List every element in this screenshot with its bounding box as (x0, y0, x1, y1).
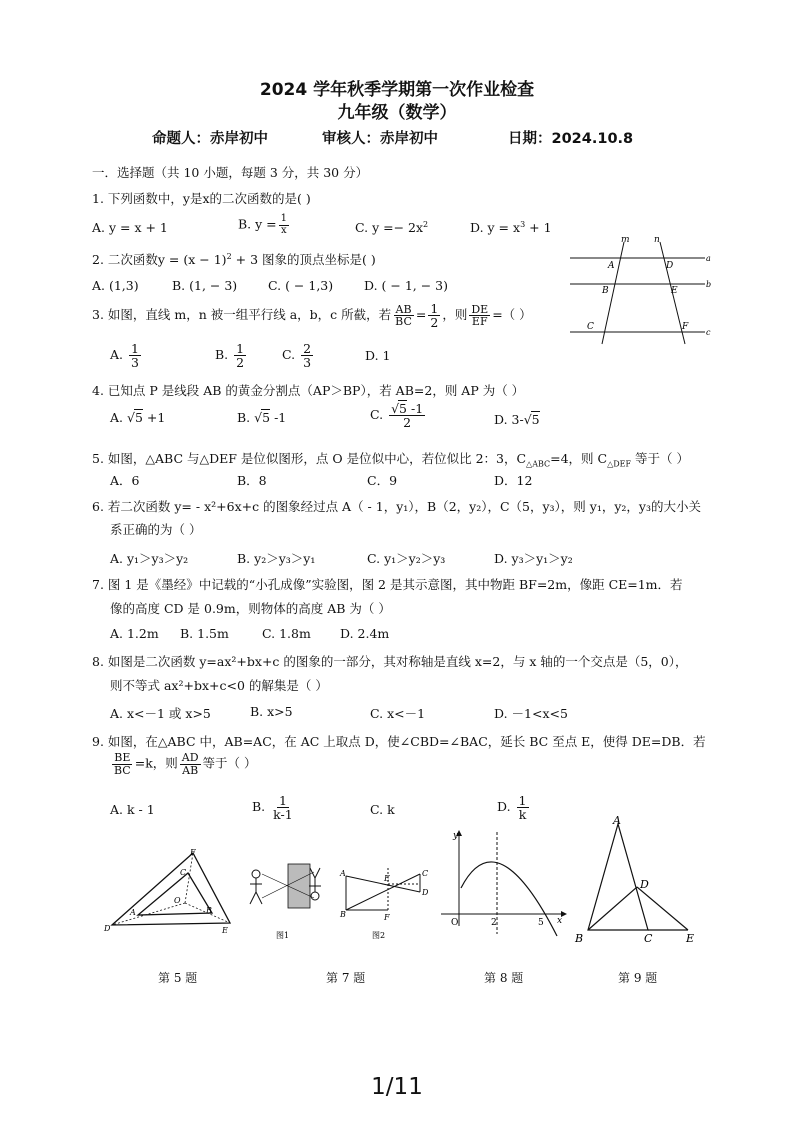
label-B: B (602, 286, 609, 296)
q5-stem: 5. 如图，△ABC 与△DEF 是位似图形，点 O 是位似中心，若位似比 2：3，$C_{\triangle ABC}=4$，则 $C_{\triangle DEF}$ 等于（ ） (92, 451, 690, 469)
q9-option-b: B. $\frac{1}{k-1}$ (252, 793, 293, 823)
q7-fig2-drawing (346, 868, 420, 910)
q8-label-y: y (453, 831, 459, 841)
q7-label-B: B (340, 910, 346, 919)
q6-line-2: 系正确的为（ ） (110, 522, 202, 537)
q7-option-c: C. 1.8m (262, 626, 311, 641)
q4-option-c: C. $\frac{√5 -1}{2}$ (370, 401, 424, 431)
q5-label-C: C (180, 868, 187, 877)
page-number: 1/11 (371, 1074, 423, 1100)
q7-label-D: D (422, 888, 429, 897)
q7-fig1-drawing (250, 864, 321, 908)
q9-line-1: 9. 如图，在△ABC 中，AB=AC，在 AC 上取点 D，使∠CBD=∠BAC，延长 BC 至点 E，使得 DE=DB．若 (92, 734, 706, 749)
q5-label-F: F (190, 848, 196, 857)
q3-option-c: C. $\frac{2}{3}$ (282, 341, 312, 371)
label-c: c (706, 328, 711, 337)
q7-line-2: 像的高度 CD 是 0.9m，则物体的高度 AB 为（ ） (110, 601, 391, 616)
q2-option-b: B. (1, − 3) (172, 278, 238, 293)
q8-option-b: B. x>5 (250, 704, 293, 719)
q9-label-B: B (575, 932, 584, 945)
q7-label-C: C (422, 869, 429, 878)
q5-label-B: B (206, 906, 212, 915)
q7-option-b: B. 1.5m (180, 626, 229, 641)
q5-label-A: A (130, 908, 136, 917)
caption-q9: 第 9 题 (618, 971, 658, 985)
label-D: D (666, 261, 674, 271)
q4-stem: 4. 已知点 P 是线段 AB 的黄金分割点（AP＞BP），若 AB=2，则 AP 为（ ） (92, 383, 525, 398)
q6-option-b: B. y₂＞y₃＞y₁ (237, 551, 316, 566)
q1-stem: 1. 下列函数中，y是x的二次函数的是( ) (92, 191, 311, 206)
q7-option-d: D. 2.4m (340, 626, 390, 641)
q9-option-a: A. k - 1 (110, 802, 155, 817)
q8-option-d: D. －1<x<5 (494, 706, 568, 721)
section-heading: 一．选择题（共 10 小题，每题 3 分，共 30 分） (92, 165, 369, 180)
label-m: m (621, 235, 630, 245)
label-n: n (654, 235, 660, 245)
q6-option-c: C. y₁＞y₂＞y₃ (367, 551, 446, 566)
q6-line-1: 6. 若二次函数 y= - x²+6x+c 的图象经过点 A（ - 1，y₁），B（2，y₂），C（5，y₃），则 y₁，y₂，y₃的大小关 (92, 499, 702, 514)
q7-label-E: E (384, 874, 390, 883)
q9-label-A: A (613, 814, 621, 827)
q5-option-d: D．12 (494, 473, 533, 488)
q9-label-C: C (644, 932, 653, 945)
q9-option-c: C. k (370, 802, 395, 817)
q7-line-1: 7. 图 1 是《墨经》中记载的“小孔成像”实验图，图 2 是其示意图，其中物距 BF=2m，像距 CE=1m．若 (92, 577, 683, 592)
q7-fig2-label: 图2 (372, 931, 386, 940)
q5-option-c: C．9 (367, 473, 398, 488)
q5-label-O: O (174, 896, 181, 905)
author: 命题人：赤岸初中 (152, 131, 268, 147)
q6-option-a: A. y₁＞y₃＞y₂ (110, 551, 189, 566)
q3-option-a: A. $\frac{1}{3}$ (110, 341, 139, 371)
label-E: E (671, 286, 678, 296)
q8-line-2: 则不等式 ax²+bx+c<0 的解集是（ ） (110, 678, 328, 693)
q7-fig1-label: 图1 (276, 931, 290, 940)
q4-option-b: B. √5 -1 (237, 410, 287, 425)
q8-figure (437, 826, 577, 938)
q8-option-a: A. x<－1 或 x>5 (110, 706, 211, 721)
q7-label-A: A (340, 869, 346, 878)
title-line-1: 2024 学年秋季学期第一次作业检查 (259, 80, 535, 100)
q5-option-a: A．6 (110, 473, 140, 488)
q2-option-d: D. ( − 1, − 3) (364, 278, 448, 293)
q6-option-d: D. y₃＞y₁＞y₂ (494, 551, 573, 566)
q7-label-F: F (384, 913, 390, 922)
q5-label-E: E (222, 926, 228, 935)
label-a: a (706, 254, 711, 263)
q7-option-a: A. 1.2m (110, 626, 159, 641)
q9-option-d: D. $\frac{1}{k}$ (497, 793, 527, 823)
q2-option-c: C. ( − 1,3) (268, 278, 334, 293)
q9-line-2: $\frac{BE}{BC}$ =k，则 $\frac{AD}{AB}$ 等于（ ） (114, 751, 257, 777)
label-C: C (587, 322, 594, 332)
q7-figure (242, 858, 432, 940)
q1-option-a: A. y = x + 1 (92, 220, 168, 235)
q4-option-a: A. √5 +1 (110, 410, 166, 425)
caption-q7: 第 7 题 (326, 971, 366, 985)
q2-option-a: A. (1,3) (92, 278, 139, 293)
q3-stem: 3. 如图，直线 m，n 被一组平行线 a，b，c 所截，若 $\frac{AB}{BC}$ = $\frac{1}{2}$ ，则 $\frac{DE}{EF}$ =（ ） (92, 301, 532, 331)
q5-figure (100, 845, 240, 940)
q8-label-O: O (451, 918, 459, 928)
q4-option-d: D. 3-√5 (494, 412, 540, 427)
q8-line-1: 8. 如图是二次函数 y=ax²+bx+c 的图象的一部分，其对称轴是直线 x=2，与 x 轴的一个交点是（5，0）， (92, 654, 688, 669)
q2-stem: 2. 二次函数$y = (x - 1)^2 + 3$ 图象的顶点坐标是( ) (92, 251, 376, 267)
q9-label-D: D (640, 878, 649, 891)
q9-figure (570, 812, 705, 947)
q8-label-x: x (557, 916, 563, 926)
triangle-abc (588, 824, 648, 930)
q8-label-5: 5 (538, 918, 544, 928)
q8-option-c: C. x<－1 (370, 706, 426, 721)
label-b: b (706, 280, 712, 289)
title-line-2: 九年级（数学） (337, 103, 457, 123)
q5-label-D: D (104, 924, 111, 933)
q1-option-c: C. $y =- 2x^2$ (355, 219, 429, 235)
q3-option-b: B. $\frac{1}{2}$ (215, 341, 245, 371)
q1-option-d: D. $y = x^3 + 1$ (470, 219, 552, 235)
q9-label-E: E (686, 932, 695, 945)
date: 日期：2024.10.8 (508, 131, 634, 147)
caption-q8: 第 8 题 (484, 971, 524, 985)
label-F: F (682, 322, 689, 332)
triangle-abc (138, 873, 212, 915)
q1-option-b: B. y = $\frac{1}{x}$ (238, 213, 288, 236)
q5-option-b: B．8 (237, 473, 267, 488)
reviewer: 审核人：赤岸初中 (322, 131, 438, 147)
q8-label-2: 2 (491, 918, 497, 928)
q3-option-d: D. 1 (365, 348, 391, 363)
caption-q5: 第 5 题 (158, 971, 198, 985)
label-A: A (608, 261, 615, 271)
q3-figure (565, 232, 715, 350)
